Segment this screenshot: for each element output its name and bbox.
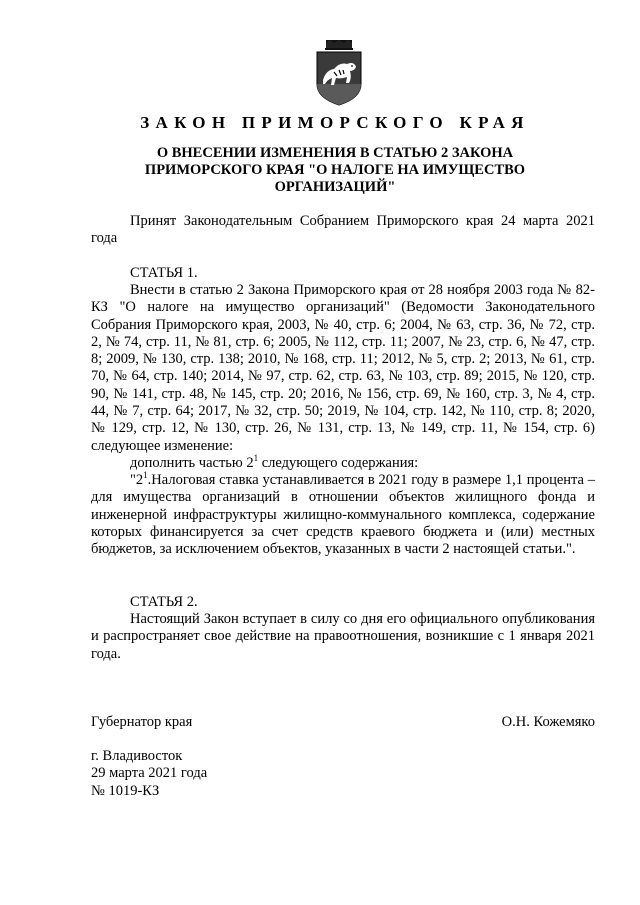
article-2-heading-block (91, 594, 595, 611)
footer-date: 29 марта 2021 года (91, 765, 208, 782)
law-subject: О ВНЕСЕНИИ ИЗМЕНЕНИЯ В СТАТЬЮ 2 ЗАКОНА ПРИМОРСКОГО КРАЯ "О НАЛОГЕ НА ИМУЩЕСТВО ОРГАНИЗАЦИЙ" (144, 145, 526, 195)
article-1-amendment-intro (91, 455, 595, 472)
article-2-body (91, 611, 595, 663)
quote-text: .Налоговая ставка устанавливается в 2021 году в размере 1,1 процента – для имущества организаций в отношении объектов жилищного фонда и инженерной инфраструктуры жилищно-коммунального комплекса, содержание которых финансируется за счет средств краевого бюджета и (или) местных бюджетов, за исключением объектов, указанных в части 2 настоящей статьи.". (91, 472, 595, 558)
article-1-heading-block (91, 265, 595, 282)
signatory-name: О.Н. Кожемяко (501, 714, 595, 730)
adoption-statement (91, 213, 595, 248)
article-1-text: Внести в статью 2 Закона Приморского края от 28 ноября 2003 года № 82-КЗ "О налоге на имущество организаций" (Ведомости Законодательного Собрания Приморского края, 2003, № 40, стр. 6; 2004, № 63, стр. 36, № 72, стр. 2, № 74, стр. 11, № 81, стр. 6; 2005, № 112, стр. 11; 2007, № 23, стр. 6, № 47, стр. 8; 2009, № 130, стр. 138; 2010, № 168, стр. 11; 2012, № 5, стр. 2; 2013, № 61, стр. 70, № 64, стр. 140; 2014, № 97, стр. 62, стр. 63, № 103, стр. 89; 2015, № 120, стр. 90, № 141, стр. 48, № 145, стр. 20; 2016, № 156, стр. 69, № 160, стр. 3, № 4, стр. 44, № 7, стр. 64; 2017, № 32, стр. 50; 2019, № 104, стр. 142, № 110, стр. 8; 2020, № 129, стр. 12, № 130, стр. 26, № 131, стр. 13, № 149, стр. 11, № 154, стр. 6) следующее изменение: (91, 282, 595, 454)
quote-open: "2 (130, 472, 144, 488)
document-footer (91, 748, 207, 800)
amendment-intro-sup: 1 (253, 453, 259, 464)
footer-number: № 1019-КЗ (91, 782, 160, 799)
article-2-heading: СТАТЬЯ 2. (130, 594, 198, 610)
article-2-text: Настоящий Закон вступает в силу со дня его официального опубликования и распространяет свое действие на правоотношения, возникшие с 1 января 2021 года. (91, 611, 595, 662)
amendment-intro-after: следующего содержания: (258, 455, 419, 471)
primorsky-krai-coat-of-arms-icon (314, 40, 364, 106)
article-1-quote (91, 472, 595, 558)
quote-sup: 1 (143, 470, 148, 481)
law-title: ЗАКОН ПРИМОРСКОГО КРАЯ (140, 113, 530, 132)
amendment-intro (91, 455, 595, 472)
amendment-intro-before: дополнить частью 2 (130, 455, 254, 471)
footer-city: г. Владивосток (91, 748, 183, 764)
article-1-body (91, 282, 595, 455)
article-1-heading: СТАТЬЯ 1. (130, 265, 198, 281)
signatory-position: Губернатор края (91, 714, 193, 730)
amendment-quote (91, 472, 595, 558)
adoption-text: Принят Законодательным Собранием Приморского края 24 марта 2021 года (91, 213, 595, 247)
